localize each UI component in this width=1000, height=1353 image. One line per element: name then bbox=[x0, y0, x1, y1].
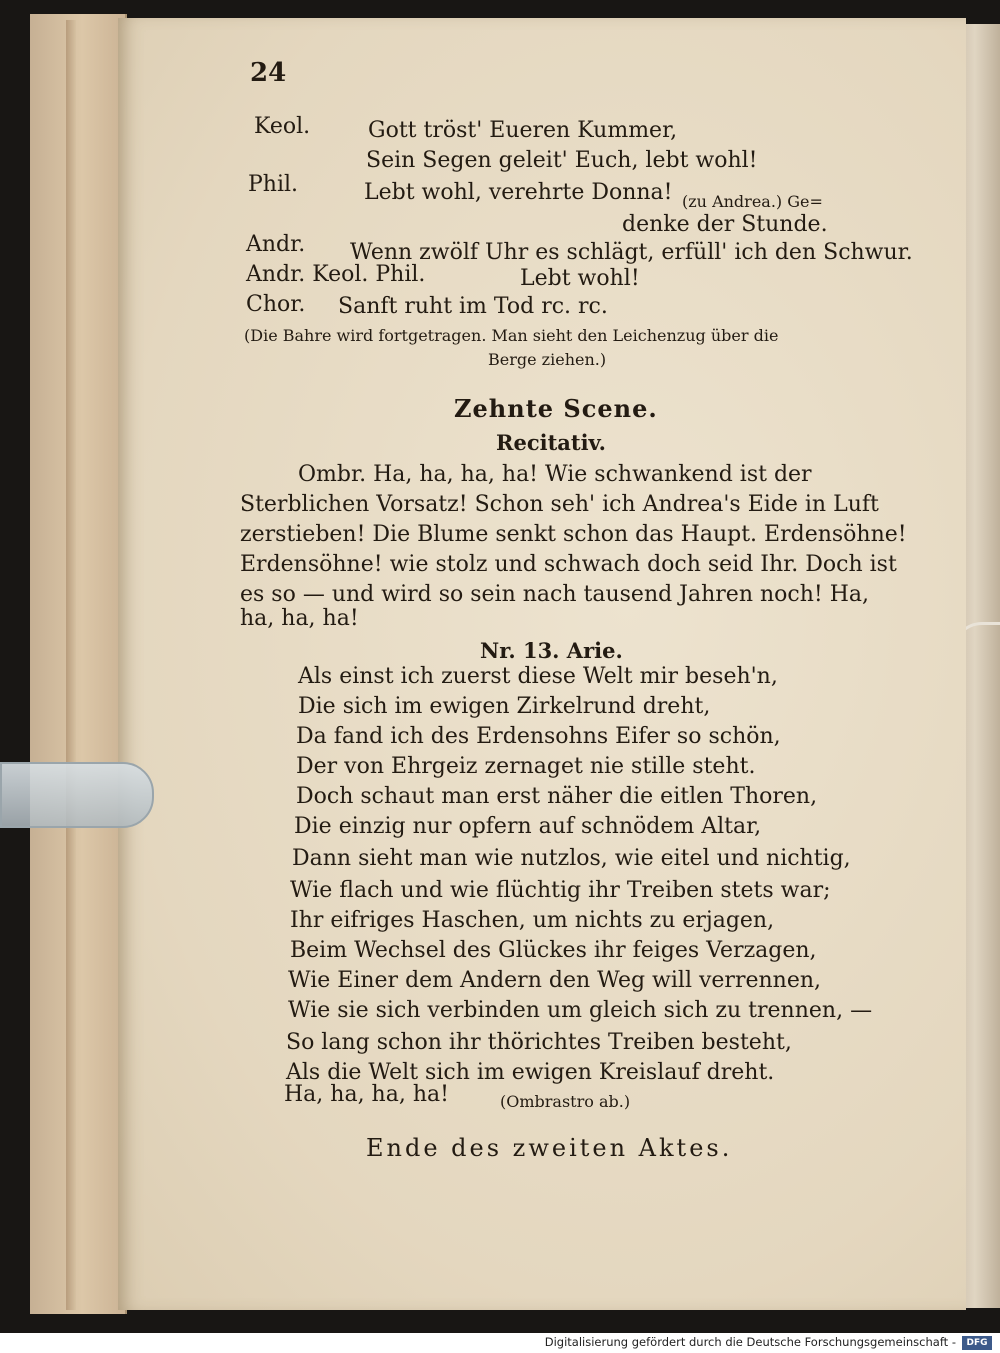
act-end: Ende des zweiten Aktes. bbox=[366, 1134, 733, 1162]
dfg-logo: DFG bbox=[962, 1336, 992, 1350]
speaker-keol: Keol. bbox=[254, 114, 311, 139]
aria-line: Als die Welt sich im ewigen Kreislauf dreht. bbox=[286, 1060, 775, 1085]
dialogue-line: denke der Stunde. bbox=[622, 212, 828, 237]
stage-direction: (Die Bahre wird fortgetragen. Man sieht den Leichenzug über die bbox=[244, 326, 779, 345]
aria-line: Wie flach und wie flüchtig ihr Treiben stets war; bbox=[290, 878, 831, 903]
dialogue-line: Lebt wohl! bbox=[520, 266, 640, 291]
speaker-group: Andr. Keol. Phil. bbox=[246, 262, 426, 287]
book-cover-edge bbox=[30, 14, 127, 1314]
final-line: Ha, ha, ha, ha! bbox=[284, 1082, 449, 1107]
aria-line: Ihr eifriges Haschen, um nichts zu erjagen, bbox=[290, 908, 775, 933]
recitative-line: Sterblichen Vorsatz! Schon seh' ich Andrea's Eide in Luft bbox=[240, 492, 879, 517]
recitative-line: ha, ha, ha! bbox=[240, 606, 359, 631]
aria-line: Doch schaut man erst näher die eitlen Thoren, bbox=[296, 784, 818, 809]
stage-aside: (zu Andrea.) Ge= bbox=[682, 192, 823, 211]
aria-line: Die sich im ewigen Zirkelrund dreht, bbox=[298, 694, 711, 719]
recitative-line: zerstieben! Die Blume senkt schon das Haupt. Erdensöhne! bbox=[240, 522, 907, 547]
aria-line: Dann sieht man wie nutzlos, wie eitel und nichtig, bbox=[292, 846, 851, 871]
scene-heading: Zehnte Scene. bbox=[454, 394, 658, 423]
dialogue-line: Sein Segen geleit' Euch, lebt wohl! bbox=[366, 148, 758, 173]
recitative-line: Erdensöhne! wie stolz und schwach doch seid Ihr. Doch ist bbox=[240, 552, 897, 577]
aria-line: Als einst ich zuerst diese Welt mir beseh'n, bbox=[298, 664, 778, 689]
stage-direction: Berge ziehen.) bbox=[488, 350, 607, 369]
page-number: 24 bbox=[250, 58, 287, 88]
dialogue-line: Lebt wohl, verehrte Donna! bbox=[364, 180, 673, 205]
recitative-heading: Recitativ. bbox=[496, 430, 606, 455]
page-clip bbox=[0, 762, 154, 828]
dialogue-line: Wenn zwölf Uhr es schlägt, erfüll' ich den Schwur. bbox=[350, 240, 913, 265]
recitative-line: es so — und wird so sein nach tausend Jahren noch! Ha, bbox=[240, 582, 870, 607]
aria-line: Wie sie sich verbinden um gleich sich zu trennen, — bbox=[288, 998, 873, 1023]
speaker-andr: Andr. bbox=[246, 232, 306, 257]
aria-line: Der von Ehrgeiz zernaget nie stille steht. bbox=[296, 754, 756, 779]
aria-line: Da fand ich des Erdensohns Eifer so schön, bbox=[296, 724, 781, 749]
aria-line: Die einzig nur opfern auf schnödem Altar, bbox=[294, 814, 762, 839]
aria-line: Wie Einer dem Andern den Weg will verrennen, bbox=[288, 968, 821, 993]
speaker-phil: Phil. bbox=[248, 172, 299, 197]
exit-direction: (Ombrastro ab.) bbox=[500, 1092, 631, 1111]
digitization-credit: Digitalisierung gefördert durch die Deutsche Forschungsgemeinschaft - bbox=[544, 1335, 956, 1349]
aria-line: So lang schon ihr thörichtes Treiben besteht, bbox=[286, 1030, 792, 1055]
book-spine-fold bbox=[66, 20, 76, 1310]
dialogue-line: Sanft ruht im Tod rc. rc. bbox=[338, 294, 608, 319]
aria-heading: Nr. 13. Arie. bbox=[480, 638, 623, 663]
aria-line: Beim Wechsel des Glückes ihr feiges Verzagen, bbox=[290, 938, 817, 963]
recitative-line: Ombr. Ha, ha, ha, ha! Wie schwankend ist der bbox=[298, 462, 812, 487]
speaker-chor: Chor. bbox=[246, 292, 306, 317]
dialogue-line: Gott tröst' Eueren Kummer, bbox=[368, 118, 678, 143]
